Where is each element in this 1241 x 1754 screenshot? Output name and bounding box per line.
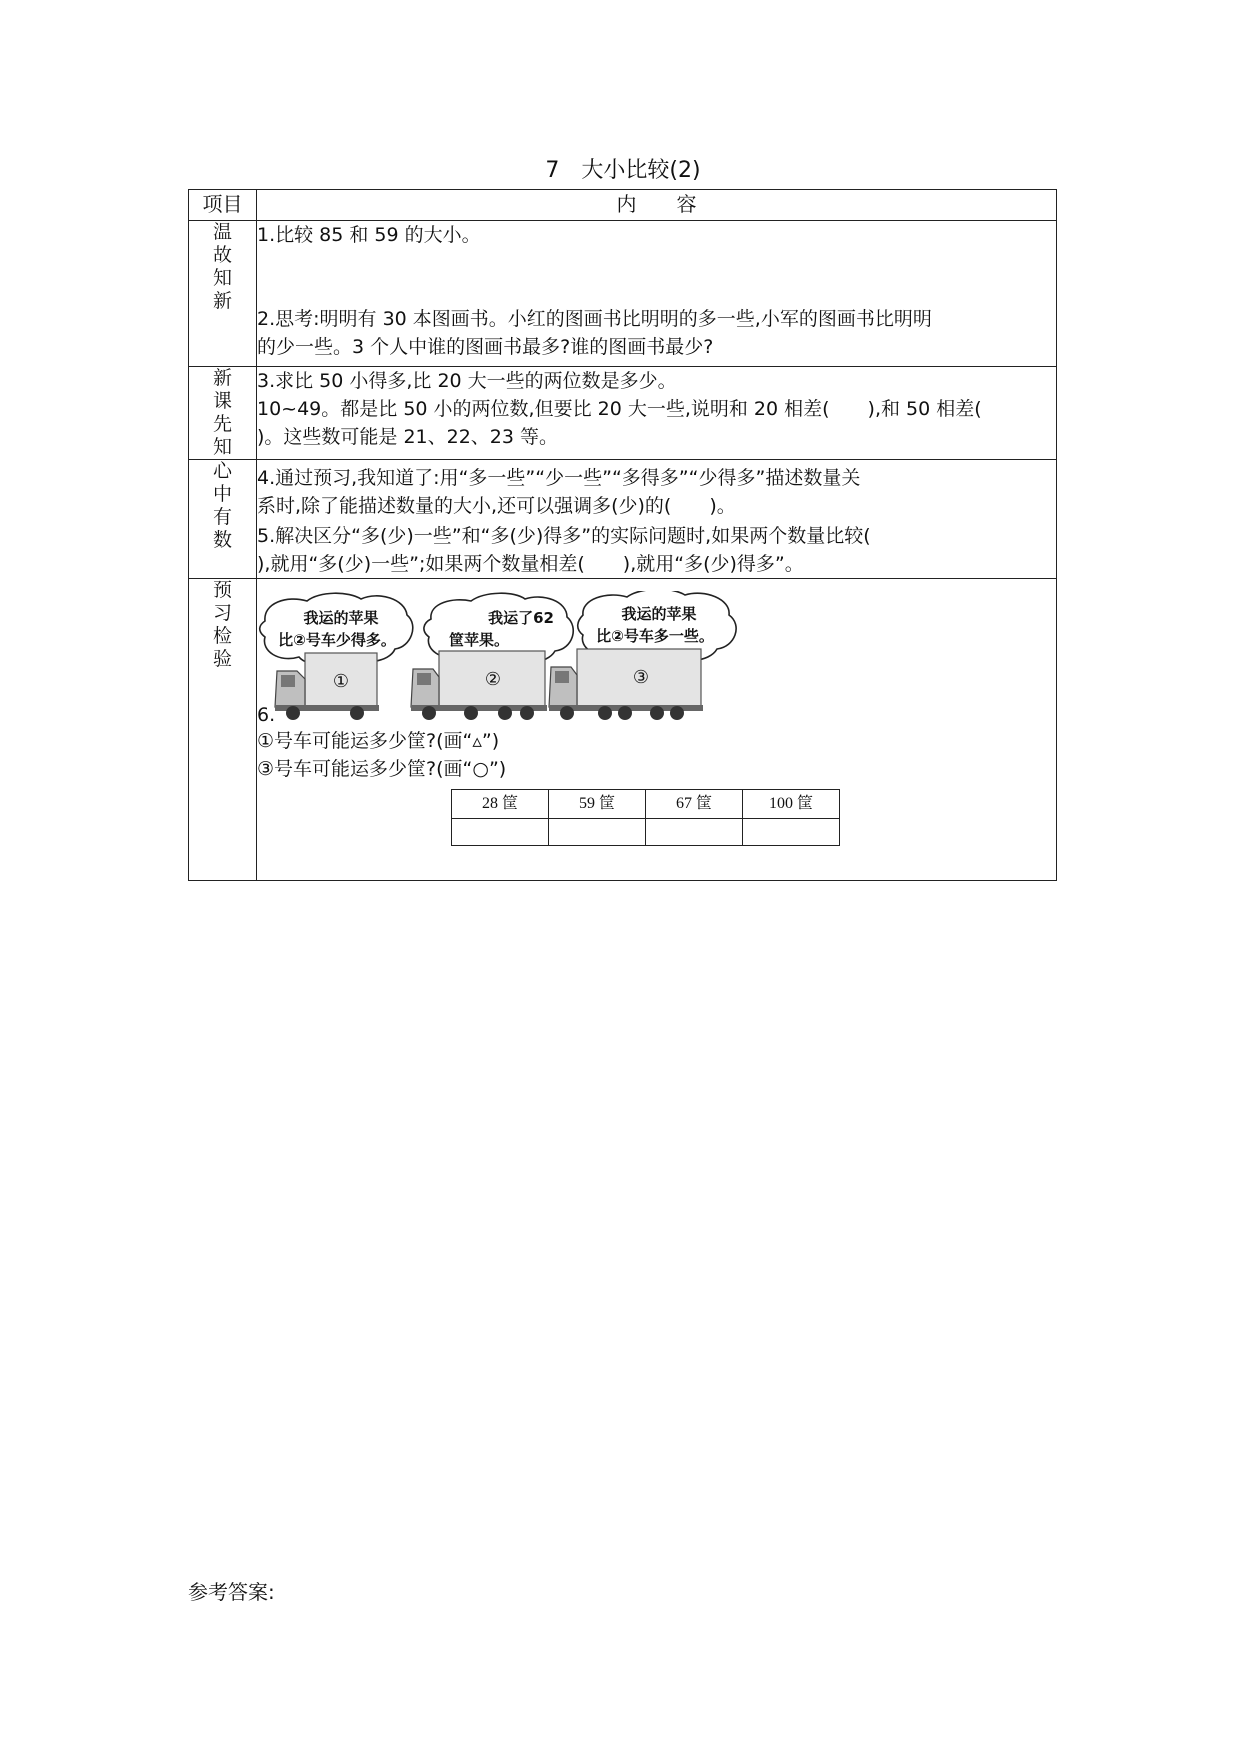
question-6-a: ①号车可能运多少筐?(画“▵”) <box>257 730 500 752</box>
section-preview-content <box>257 367 1057 460</box>
truck-1-number: ① <box>332 671 350 692</box>
truck-2-number: ② <box>484 669 502 690</box>
bubble-1-line2: 比②号车少得多。 <box>278 631 396 649</box>
bubble-2-line1: 我运了62 <box>488 609 554 627</box>
option-59: 59 筐 <box>549 790 646 819</box>
answer-options-table <box>451 789 840 846</box>
truck-1 <box>275 653 379 720</box>
bubble-3-line1: 我运的苹果 <box>621 605 697 623</box>
bubble-1-line1: 我运的苹果 <box>303 609 379 627</box>
question-3-line2: 10~49。都是比 50 小的两位数,但要比 20 大一些,说明和 20 相差( ),和 50 相差( <box>257 398 982 420</box>
header-item: 项目 <box>189 190 257 221</box>
truck-3-number: ③ <box>632 667 650 688</box>
worksheet-table <box>188 189 1057 881</box>
answer-cell-100[interactable] <box>743 819 840 846</box>
truck-illustration <box>257 591 757 727</box>
question-5-line1: 5.解决区分“多(少)一些”和“多(少)得多”的实际问题时,如果两个数量比较( <box>257 525 871 547</box>
question-6-number: 6. <box>257 704 276 726</box>
truck-scene <box>257 591 1056 727</box>
answer-cell-28[interactable] <box>452 819 549 846</box>
section-label-check: 预 习 检 验 <box>189 579 257 881</box>
answer-cell-59[interactable] <box>549 819 646 846</box>
option-28: 28 筐 <box>452 790 549 819</box>
question-3-line3: )。这些数可能是 21、22、23 等。 <box>257 426 559 448</box>
answer-key-label: 参考答案: <box>188 1580 275 1604</box>
section-review-content <box>257 221 1057 367</box>
answer-cell-67[interactable] <box>646 819 743 846</box>
section-label-preview: 新 课 先 知 <box>189 367 257 460</box>
header-content: 内 容 <box>257 190 1057 221</box>
section-check-content <box>257 579 1057 881</box>
option-100: 100 筐 <box>743 790 840 819</box>
question-4-line2: 系时,除了能描述数量的大小,还可以强调多(少)的( )。 <box>257 495 736 517</box>
section-label-review: 温 故 知 新 <box>189 221 257 367</box>
truck-2 <box>411 651 547 720</box>
question-3-line1: 3.求比 50 小得多,比 20 大一些的两位数是多少。 <box>257 370 677 392</box>
question-2-line1: 2.思考:明明有 30 本图画书。小红的图画书比明明的多一些,小军的图画书比明明 <box>257 308 932 330</box>
bubble-2-line2: 筐苹果。 <box>448 631 510 649</box>
bubble-3-line2: 比②号车多一些。 <box>596 627 714 645</box>
question-1: 1.比较 85 和 59 的大小。 <box>257 224 481 246</box>
page-title: 7 大小比较(2) <box>545 158 701 183</box>
section-label-summary: 心 中 有 数 <box>189 460 257 579</box>
question-5-line2: ),就用“多(少)一些”;如果两个数量相差( ),就用“多(少)得多”。 <box>257 553 804 575</box>
section-summary-content <box>257 460 1057 579</box>
truck-3 <box>549 649 703 720</box>
question-2-line2: 的少一些。3 个人中谁的图画书最多?谁的图画书最少? <box>257 336 714 358</box>
option-67: 67 筐 <box>646 790 743 819</box>
question-6-b: ③号车可能运多少筐?(画“○”) <box>257 758 507 780</box>
question-4-line1: 4.通过预习,我知道了:用“多一些”“少一些”“多得多”“少得多”描述数量关 <box>257 467 861 489</box>
